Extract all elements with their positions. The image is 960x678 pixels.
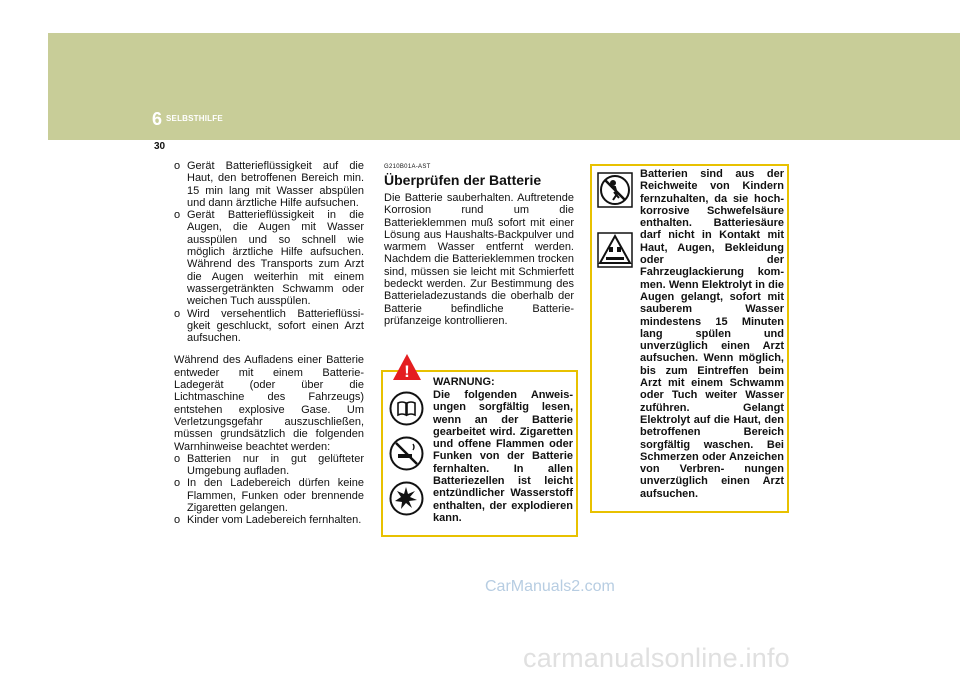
list-item: [174, 209, 364, 307]
chapter-number: 6: [152, 109, 163, 129]
list-item-text: Wird versehentlich Batterieflüssi- gkeit geschluckt, sofort einen Arzt aufsuchen.: [187, 307, 364, 345]
list-item: [174, 477, 364, 514]
warning-triangle-icon: [392, 353, 422, 381]
bullet-marker: o: [174, 452, 181, 465]
warning-symbol: !: [404, 362, 410, 381]
battery-warning-text: Batterien sind aus der Reichweite von Kindern fernzuhalten, da sie hoch- korrosive Schwefelsäure enthalten. Batteriesäure darf nicht in Kontakt mit Haut, Augen, Bekleidung oder der Fahrzeuglackierung kom- men. Wenn Elektrolyt in die Augen gelangt, sofort mit sauberem Wasser mindestens 15 Minuten lang spülen und unverzüglich einen Arzt aufsuchen. Wenn möglich, bis zum Eintreffen beim Arzt mit einem Schwamm oder Tuch weiter Wasser zuführen. Gelangt Elektrolyt auf die Haut, den betroffenen Bereich sorgfältig waschen. Bei Schmerzen oder Anzeichen von Verbren- nungen unverzüglich einen Arzt aufsuchen.: [640, 168, 784, 500]
list-item: [174, 514, 364, 526]
charging-paragraph: Während des Aufladens einer Batterie entweder mit einem Batterie-Ladegerät (oder über die Lichtmaschine des Fahrzeugs) entstehen explosive Gase. Um Verletzungsgefahr auszuschließen, müssen grundsätzlich die folgenden Warnhinweise beachtet werden:: [174, 354, 364, 453]
section-heading: Überprüfen der Batterie: [384, 172, 542, 188]
watermark-carmanuals2[interactable]: CarManuals2.com: [485, 578, 615, 595]
list-item: [174, 453, 364, 478]
no-smoking-icon: [389, 436, 424, 471]
section-body: Die Batterie sauberhalten. Auftretende Korrosion rund um die Batterieklemmen muß sofort mit einer Lösung aus Haushalts-Backpulver und warmem Wasser entfernt werden. Nachdem die Batterieklemmen trocken sind, müssen sie leicht mit Schmierfett bedeckt werden. Zur Bestimmung des Batterieladezustands die oberhalb der Batterie befindliche Batterie- prüfanzeige kontrollieren.: [384, 192, 574, 327]
manual-book-icon: [389, 391, 424, 426]
corrosive-hazard-icon: [597, 232, 633, 268]
header-band: [48, 33, 960, 140]
section-code: G210B01A-AST: [384, 164, 431, 170]
list-item-text: In den Ladebereich dürfen keine Flammen, Funken oder brennende Zigaretten gelangen.: [187, 477, 364, 515]
bullet-marker: o: [174, 514, 181, 527]
bullet-marker: o: [174, 477, 181, 490]
list-item-text: Kinder vom Ladebereich fernhalten.: [187, 514, 362, 527]
middle-column: [384, 164, 574, 327]
left-column: [174, 160, 364, 527]
list-item-text: Batterien nur in gut gelüfteter Umgebung aufladen.: [187, 452, 364, 478]
keep-away-children-icon: [597, 172, 633, 208]
list-item: [174, 160, 364, 209]
chapter-title: SELBSTHILFE: [166, 114, 223, 123]
list-item-text: Gerät Batterieflüssigkeit auf die Haut, den betroffenen Bereich min. 15 min lang mit Wasser abspülen und dann ärztliche Hilfe aufsuchen.: [187, 160, 364, 209]
warning-title: WARNUNG:: [433, 376, 495, 388]
warning-text: Die folgenden Anweis- ungen sorgfältig lesen, wenn an der Batterie gearbeitet wird. Zigaretten und offene Flammen oder Funken von der Batterie fernhalten. In allen Batteriezellen ist leicht entzündlicher Wasserstoff enthalten, der explodieren kann.: [433, 389, 573, 524]
explosion-icon: [389, 481, 424, 516]
list-item: [174, 308, 364, 345]
watermark-carmanualsonline[interactable]: carmanualsonline.info: [523, 643, 790, 673]
bullet-marker: o: [174, 209, 181, 222]
bullet-marker: o: [174, 160, 181, 172]
list-item-text: Gerät Batterieflüssigkeit in die Augen, die Augen mit Wasser ausspülen und so schnell wie möglich ärztliche Hilfe aufsuchen. Während des Transports zum Arzt die Augen weiterhin mit einem wassergetränkten Schwamm oder weichen Tuch ausspülen.: [187, 209, 364, 308]
page-number: 30: [154, 141, 166, 152]
bullet-marker: o: [174, 307, 181, 320]
